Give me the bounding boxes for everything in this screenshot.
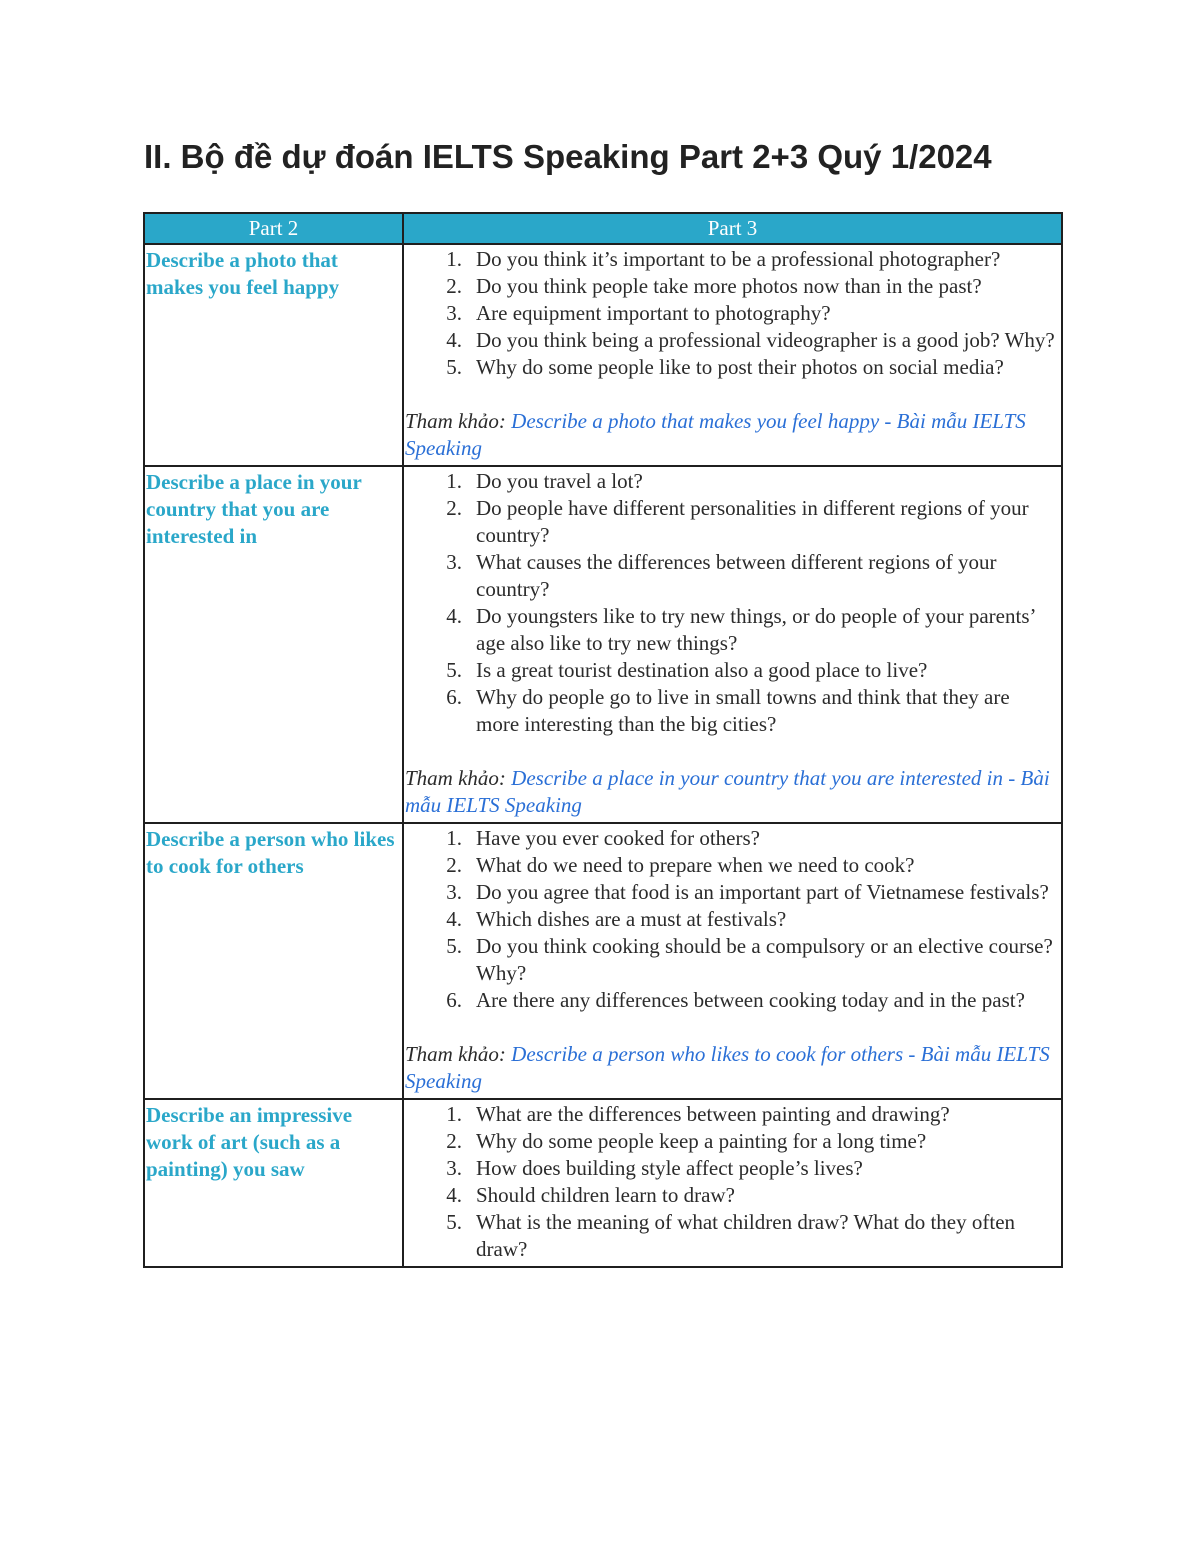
reference-link[interactable]: Describe a place in your country that you are interested in - Bài mẫu IELTS Speaking: [405, 766, 1050, 817]
topic-title: Describe an impressive work of art (such as a painting) you saw: [146, 1103, 353, 1181]
topic-cell: [144, 466, 403, 823]
question-number: 5.: [446, 355, 462, 379]
question-item: [405, 354, 1055, 381]
question-item: [405, 825, 1055, 852]
question-number: 3.: [446, 550, 462, 574]
question-item: [405, 495, 1055, 549]
table-row: [144, 466, 1062, 823]
question-text: Do you think cooking should be a compulsory or an elective course? Why?: [476, 934, 1053, 985]
question-text: Why do people go to live in small towns and think that they are more interesting than the big cities?: [476, 685, 1010, 736]
table-row: [144, 1099, 1062, 1267]
question-item: [405, 1155, 1055, 1182]
question-item: [405, 684, 1055, 738]
question-text: Are there any differences between cooking today and in the past?: [476, 988, 1025, 1012]
question-text: What do we need to prepare when we need to cook?: [476, 853, 915, 877]
question-item: [405, 933, 1055, 987]
question-list: [405, 1101, 1055, 1263]
question-list: [405, 825, 1055, 1014]
question-text: How does building style affect people’s lives?: [476, 1156, 863, 1180]
question-number: 2.: [446, 1129, 462, 1153]
question-number: 1.: [446, 1102, 462, 1126]
question-item: [405, 468, 1055, 495]
reference-line: [405, 765, 1055, 819]
questions-cell: [403, 1099, 1062, 1267]
question-number: 1.: [446, 469, 462, 493]
question-item: [405, 549, 1055, 603]
question-number: 5.: [446, 658, 462, 682]
question-number: 4.: [446, 1183, 462, 1207]
topic-cell: [144, 1099, 403, 1267]
reference-line: [405, 408, 1055, 462]
reference-label: Tham khảo:: [405, 1042, 506, 1066]
question-text: Is a great tourist destination also a good place to live?: [476, 658, 928, 682]
topic-title: Describe a person who likes to cook for others: [146, 827, 395, 878]
question-number: 2.: [446, 496, 462, 520]
questions-table: [143, 212, 1063, 1268]
question-text: What are the differences between painting and drawing?: [476, 1102, 950, 1126]
question-text: Which dishes are a must at festivals?: [476, 907, 787, 931]
reference-link[interactable]: Describe a person who likes to cook for others - Bài mẫu IELTS Speaking: [405, 1042, 1050, 1093]
question-item: [405, 987, 1055, 1014]
question-item: [405, 327, 1055, 354]
question-item: [405, 657, 1055, 684]
page-title: II. Bộ đề dự đoán IELTS Speaking Part 2+3 Quý 1/2024: [144, 138, 992, 175]
question-number: 1.: [446, 826, 462, 850]
question-number: 2.: [446, 853, 462, 877]
table-row: [144, 244, 1062, 466]
question-number: 6.: [446, 988, 462, 1012]
reference-link[interactable]: Describe a photo that makes you feel happy - Bài mẫu IELTS Speaking: [405, 409, 1026, 460]
question-number: 1.: [446, 247, 462, 271]
question-item: [405, 1101, 1055, 1128]
question-text: Are equipment important to photography?: [476, 301, 831, 325]
topic-title: Describe a photo that makes you feel happy: [146, 248, 340, 299]
question-number: 3.: [446, 301, 462, 325]
question-item: [405, 1209, 1055, 1263]
questions-cell: [403, 244, 1062, 466]
question-text: What is the meaning of what children draw? What do they often draw?: [476, 1210, 1016, 1261]
header-part3: Part 3: [403, 213, 1062, 244]
table-row: [144, 823, 1062, 1099]
question-text: Do you think being a professional videographer is a good job? Why?: [476, 328, 1055, 352]
question-list: [405, 246, 1055, 381]
question-item: [405, 300, 1055, 327]
reference-label: Tham khảo:: [405, 766, 506, 790]
question-text: Do you travel a lot?: [476, 469, 643, 493]
question-text: Why do some people keep a painting for a long time?: [476, 1129, 927, 1153]
question-number: 3.: [446, 880, 462, 904]
question-number: 6.: [446, 685, 462, 709]
topic-title: Describe a place in your country that you are interested in: [146, 470, 362, 548]
question-item: [405, 273, 1055, 300]
question-number: 4.: [446, 604, 462, 628]
question-item: [405, 852, 1055, 879]
question-text: Do you agree that food is an important part of Vietnamese festivals?: [476, 880, 1049, 904]
table-header-row: [144, 213, 1062, 244]
question-text: What causes the differences between different regions of your country?: [476, 550, 997, 601]
question-number: 4.: [446, 328, 462, 352]
question-number: 4.: [446, 907, 462, 931]
questions-cell: [403, 823, 1062, 1099]
reference-label: Tham khảo:: [405, 409, 506, 433]
header-part2: Part 2: [144, 213, 403, 244]
question-item: [405, 1182, 1055, 1209]
question-number: 5.: [446, 1210, 462, 1234]
question-item: [405, 879, 1055, 906]
question-item: [405, 246, 1055, 273]
question-text: Why do some people like to post their photos on social media?: [476, 355, 1004, 379]
question-number: 5.: [446, 934, 462, 958]
question-text: Have you ever cooked for others?: [476, 826, 760, 850]
topic-cell: [144, 823, 403, 1099]
topic-cell: [144, 244, 403, 466]
question-text: Should children learn to draw?: [476, 1183, 735, 1207]
question-text: Do youngsters like to try new things, or do people of your parents’ age also like to try new things?: [476, 604, 1035, 655]
question-text: Do you think people take more photos now than in the past?: [476, 274, 982, 298]
question-text: Do people have different personalities in different regions of your country?: [476, 496, 1029, 547]
question-number: 2.: [446, 274, 462, 298]
question-text: Do you think it’s important to be a professional photographer?: [476, 247, 1001, 271]
reference-line: [405, 1041, 1055, 1095]
question-item: [405, 603, 1055, 657]
question-number: 3.: [446, 1156, 462, 1180]
question-item: [405, 906, 1055, 933]
question-list: [405, 468, 1055, 738]
questions-cell: [403, 466, 1062, 823]
question-item: [405, 1128, 1055, 1155]
